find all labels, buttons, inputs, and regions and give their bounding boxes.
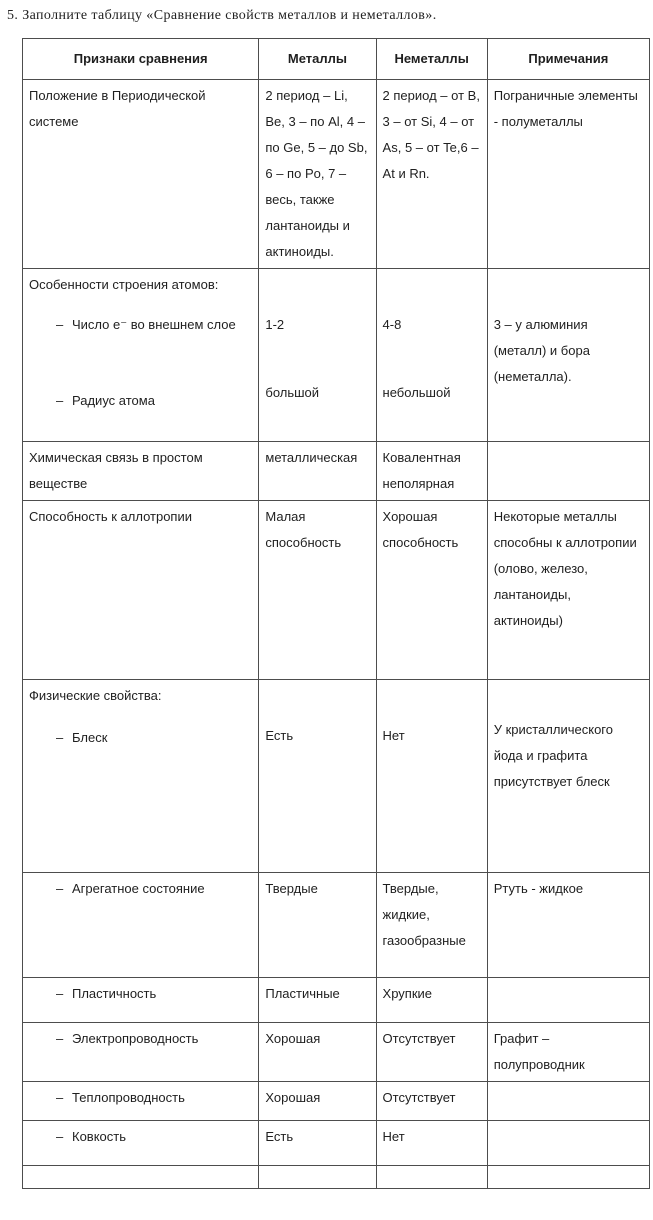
sub-feature-label: Теплопроводность (72, 1090, 185, 1105)
sub-feature-state (56, 876, 252, 902)
sub-feature-label: Пластичность (72, 986, 157, 1001)
cell-notes: Графит – полупроводник (487, 1023, 649, 1082)
nonmetals-value: Нет (382, 728, 405, 743)
cell-nonmetals: Хорошая способность (376, 501, 487, 680)
cell-metals: Хорошая (259, 1082, 376, 1121)
bullet-dash: – (56, 881, 64, 896)
cell-notes-empty (487, 1121, 649, 1166)
sub-feature-label: Электропроводность (72, 1031, 199, 1046)
bullet-dash: – (56, 1090, 64, 1105)
header-feature: Признаки сравнения (23, 39, 259, 80)
table-row-plasticity (23, 978, 650, 1023)
cell-feature-empty (23, 1166, 259, 1189)
cell-notes: Пограничные элементы - полуметаллы (487, 80, 649, 269)
cell-notes (487, 269, 649, 442)
metals-radius-value: большой (265, 385, 320, 400)
cell-notes: Ртуть - жидкое (487, 873, 649, 978)
table-row-thermoconductivity (23, 1082, 650, 1121)
bullet-dash: – (56, 393, 64, 408)
cell-feature (23, 873, 259, 978)
cell-metals-empty (259, 1166, 376, 1189)
sub-feature-label: Ковкость (72, 1129, 126, 1144)
sub-feature-label: Радиус атома (72, 393, 155, 408)
cell-feature (23, 978, 259, 1023)
cell-feature (23, 680, 259, 873)
cell-nonmetals-empty (376, 1166, 487, 1189)
cell-nonmetals: Твердые, жидкие, газообразные (376, 873, 487, 978)
cell-feature: Способность к аллотропии (23, 501, 259, 680)
table-row-allotropy (23, 501, 650, 680)
table-row-empty (23, 1166, 650, 1189)
bullet-dash: – (56, 1129, 64, 1144)
cell-notes-empty (487, 1082, 649, 1121)
cell-notes-empty (487, 442, 649, 501)
table-row-physical-state (23, 873, 650, 978)
header-nonmetals: Неметаллы (376, 39, 487, 80)
sub-feature-malleability (56, 1124, 252, 1150)
bullet-dash: – (56, 730, 64, 745)
page-title: 5. Заполните таблицу «Сравнение свойств металлов и неметаллов». (7, 8, 437, 23)
cell-nonmetals: Ковалентная неполярная (376, 442, 487, 501)
cell-nonmetals: Нет (376, 1121, 487, 1166)
sub-feature-electro (56, 1026, 252, 1052)
metals-value: Есть (265, 728, 294, 743)
comparison-table (22, 38, 650, 1189)
bullet-dash: – (56, 1031, 64, 1046)
cell-feature (23, 1023, 259, 1082)
cell-metals: Твердые (259, 873, 376, 978)
sub-feature-radius (56, 388, 252, 414)
header-notes: Примечания (487, 39, 649, 80)
cell-metals (259, 680, 376, 873)
cell-metals: металлическая (259, 442, 376, 501)
cell-nonmetals: Отсутствует (376, 1023, 487, 1082)
table-header-row (23, 39, 650, 80)
cell-metals: Пластичные (259, 978, 376, 1023)
cell-feature (23, 1082, 259, 1121)
bullet-dash: – (56, 986, 64, 1001)
cell-feature: Положение в Периодической системе (23, 80, 259, 269)
header-metals: Металлы (259, 39, 376, 80)
cell-feature: Химическая связь в простом веществе (23, 442, 259, 501)
notes-text: 3 – у алюминия (металл) и бора (неметалла). (493, 317, 590, 384)
cell-nonmetals (376, 680, 487, 873)
notes-text: У кристаллического йода и графита присутствует блеск (493, 722, 613, 789)
bullet-dash: – (56, 317, 64, 332)
table-row-atom-structure (23, 269, 650, 442)
cell-nonmetals: Отсутствует (376, 1082, 487, 1121)
metals-electrons-value: 1-2 (265, 317, 285, 332)
cell-nonmetals (376, 269, 487, 442)
nonmetals-electrons-value: 4-8 (382, 317, 402, 332)
cell-notes-empty (487, 978, 649, 1023)
table-row-position (23, 80, 650, 269)
cell-nonmetals: Хрупкие (376, 978, 487, 1023)
sub-feature-label: Блеск (72, 730, 108, 745)
cell-notes: Некоторые металлы способны к аллотропии (олово, железо, лантаноиды, актиноиды) (487, 501, 649, 680)
cell-nonmetals: 2 период – от B, 3 – от Si, 4 – от As, 5 – от Te,6 – At и Rn. (376, 80, 487, 269)
sub-feature-label: Число е⁻ во внешнем слое (72, 317, 236, 332)
feature-heading: Особенности строения атомов: (29, 277, 219, 292)
sub-feature-label: Агрегатное состояние (72, 881, 205, 896)
sub-feature-plasticity (56, 981, 252, 1007)
cell-notes-empty (487, 1166, 649, 1189)
table-row-electroconductivity (23, 1023, 650, 1082)
table-row-chemical-bond (23, 442, 650, 501)
table-row-physical-luster (23, 680, 650, 873)
cell-metals: Есть (259, 1121, 376, 1166)
sub-feature-electrons (56, 312, 252, 338)
cell-metals (259, 269, 376, 442)
sub-feature-luster (56, 725, 252, 751)
cell-metals: Хорошая (259, 1023, 376, 1082)
cell-feature (23, 269, 259, 442)
cell-metals: 2 период – Li, Be, 3 – по Al, 4 – по Ge, 5 – до Sb, 6 – по Po, 7 – весь, также лантаноиды и актиноиды. (259, 80, 376, 269)
cell-metals: Малая способность (259, 501, 376, 680)
table-row-malleability (23, 1121, 650, 1166)
nonmetals-radius-value: небольшой (382, 385, 451, 400)
sub-feature-thermo (56, 1085, 252, 1111)
cell-notes (487, 680, 649, 873)
cell-feature (23, 1121, 259, 1166)
feature-heading: Физические свойства: (29, 688, 162, 703)
